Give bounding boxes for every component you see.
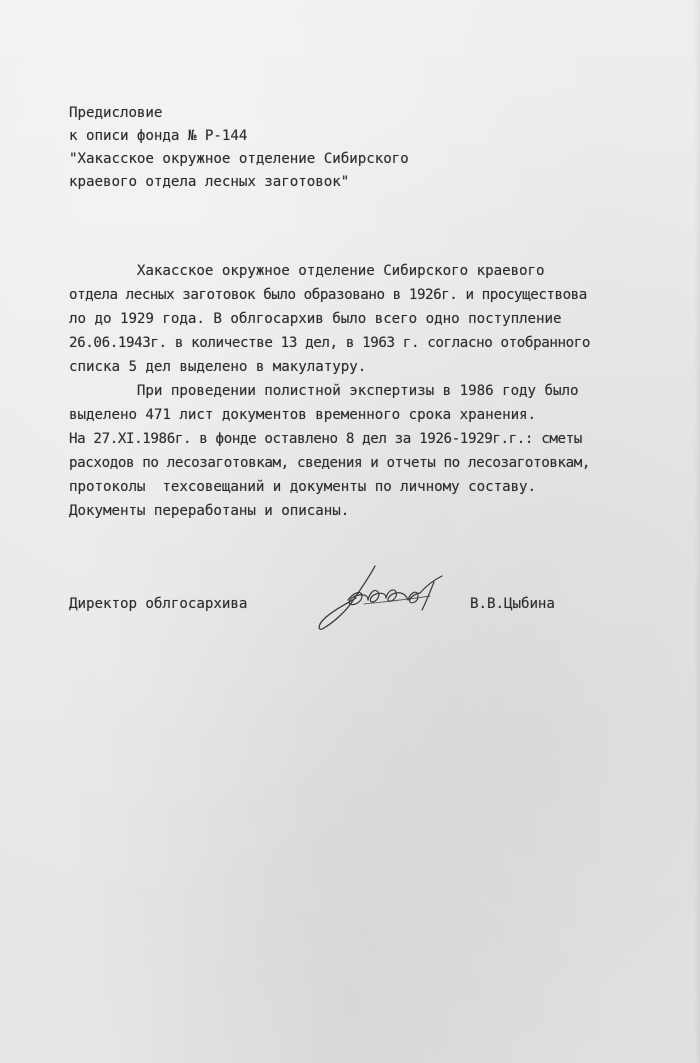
inventory-fund-number: к описи фонда № Р-144 [69, 128, 248, 144]
page-edge-shadow [694, 0, 700, 1063]
body-line: Документы переработаны и описаны. [69, 503, 350, 519]
body-line: Хакасское окружное отделение Сибирского краевого [69, 263, 545, 279]
fund-title-line-2: краевого отдела лесных заготовок" [69, 174, 350, 190]
body-line: отдела лесных заготовок было образовано в 1926г. и просуществова [69, 287, 587, 303]
body-line: протоколы техсовещаний и документы по личному составу. [69, 479, 537, 495]
body-line: ло до 1929 года. В облгосархив было всего одно поступление [69, 311, 562, 327]
body-line: списка 5 дел выделено в макулатуру. [69, 359, 367, 375]
fund-title-line-1: "Хакасское окружное отделение Сибирского [69, 151, 409, 167]
body-line: расходов по лесозаготовкам, сведения и отчеты по лесозаготовкам, [69, 455, 591, 471]
preface-heading: Предисловие [69, 105, 163, 121]
body-line: На 27.XI.1986г. в фонде оставлено 8 дел за 1926-1929г.г.: сметы [69, 431, 582, 447]
body-line: При проведении полистной экспертизы в 1986 году было [69, 383, 579, 399]
body-line: выделено 471 лист документов временного срока хранения. [69, 407, 537, 423]
body-line: 26.06.1943г. в количестве 13 дел, в 1963 г. согласно отобранного [69, 335, 591, 351]
signer-position: Директор облгосархива [69, 596, 248, 612]
signer-name: В.В.Цыбина [470, 596, 555, 612]
handwritten-signature [312, 556, 462, 636]
